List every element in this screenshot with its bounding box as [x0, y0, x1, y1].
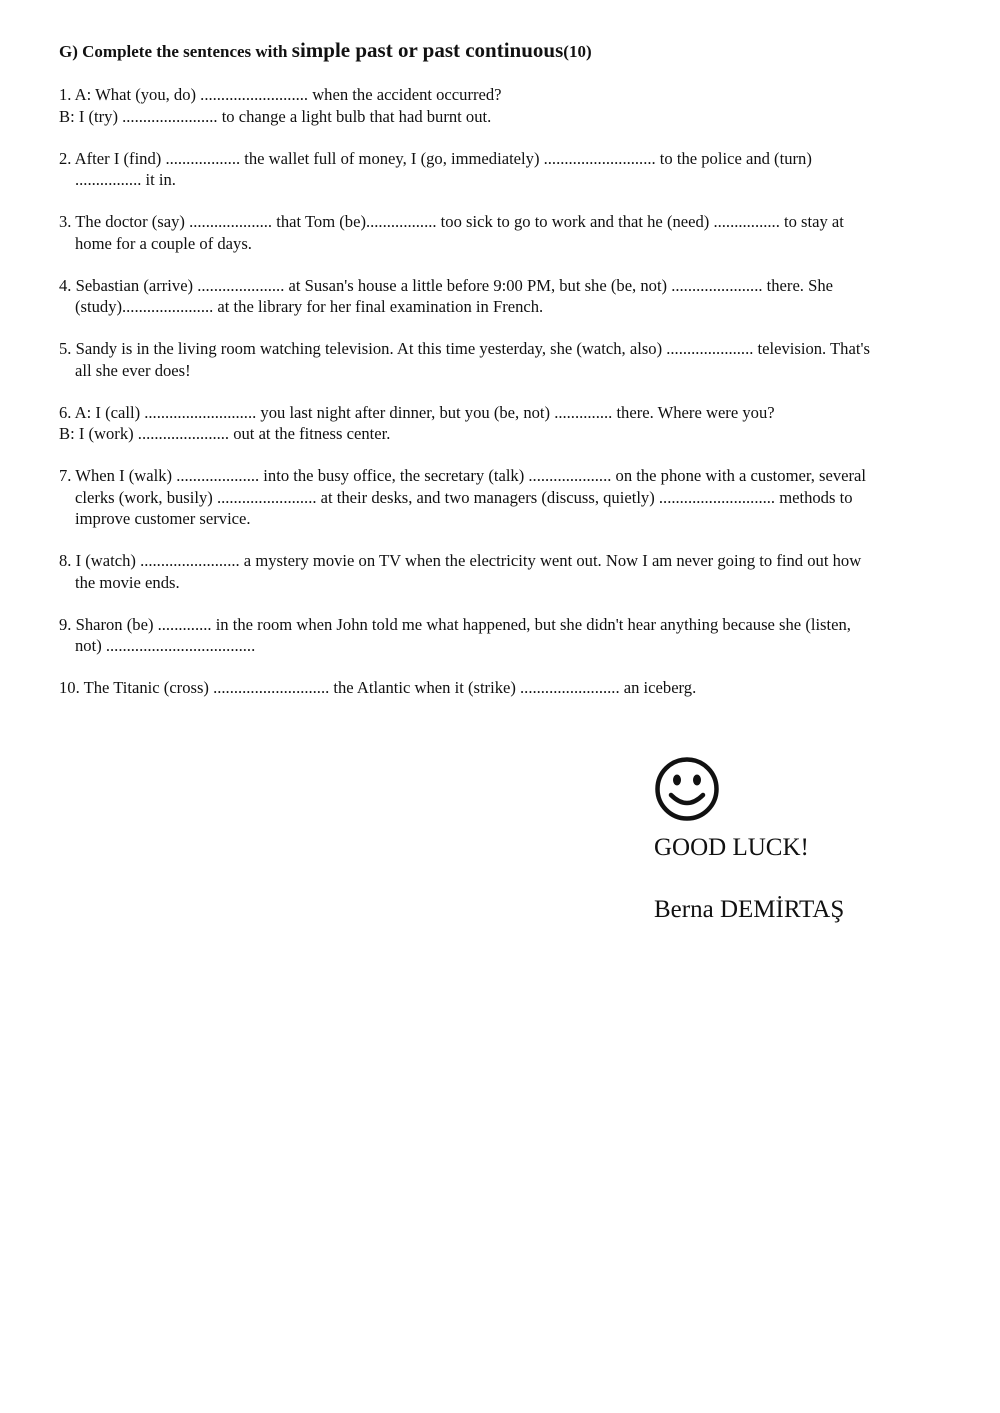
- question-1-line-b: B: I (try) ....................... to change a light bulb that had burnt out.: [59, 106, 492, 126]
- question-7: [59, 465, 974, 530]
- question-10-line-1: 10. The Titanic (cross) ............................ the Atlantic when it (strike) ........................ an iceberg.: [59, 678, 697, 697]
- heading-emphasis: simple past or past continuous: [291, 38, 564, 62]
- question-5-line-2: all she ever does!: [75, 360, 191, 380]
- question-3-line-2: home for a couple of days.: [75, 233, 252, 253]
- question-8: [59, 550, 974, 593]
- question-4: [59, 275, 974, 318]
- question-8-line-1: 8. I (watch) ........................ a mystery movie on TV when the electricity went out. Now I am never going to find out how: [59, 551, 862, 570]
- question-7-line-2: clerks (work, busily) ........................ at their desks, and two managers (discuss, quietly) ............................ methods to: [75, 487, 853, 507]
- question-2: [59, 148, 974, 191]
- question-list: [59, 84, 974, 719]
- question-2-line-2: ................ it in.: [75, 170, 176, 189]
- question-3: [59, 211, 974, 254]
- question-8-line-2: the movie ends.: [75, 572, 180, 592]
- question-2-line-1: 2. After I (find) .................. the wallet full of money, I (go, immediately) ........................... to the police and (turn): [59, 148, 812, 168]
- section-heading: [59, 36, 592, 66]
- question-1-line-a: 1. A: What (you, do) .......................... when the accident occurred?: [59, 85, 502, 104]
- question-6: [59, 402, 974, 445]
- question-4-line-1: 4. Sebastian (arrive) ..................... at Susan's house a little before 9:00 PM, but she (be, not) ...................... there. She: [59, 275, 833, 295]
- question-4-line-2: (study)...................... at the library for her final examination in French.: [75, 297, 544, 316]
- question-9-line-2: not) ....................................: [75, 636, 256, 655]
- author-name: Berna DEMİRTAŞ: [654, 896, 845, 923]
- smiley-face-icon: [654, 756, 720, 822]
- question-5: [59, 338, 974, 381]
- good-luck-text: GOOD LUCK!: [654, 834, 809, 861]
- question-6-line-a: 6. A: I (call) ........................... you last night after dinner, but you (be, not) .............. there. Where were you?: [59, 402, 775, 422]
- question-7-line-1: 7. When I (walk) .................... into the busy office, the secretary (talk) .................... on the phone with a customer, several: [59, 466, 866, 485]
- question-9: [59, 614, 974, 657]
- heading-prefix: G) Complete the sentences with: [59, 42, 292, 61]
- heading-points: (10): [563, 42, 592, 61]
- question-6-line-b: B: I (work) ...................... out at the fitness center.: [59, 424, 391, 443]
- question-3-line-1: 3. The doctor (say) .................... that Tom (be)................. too sick to go to work and that he (need) ................ to stay at: [59, 212, 844, 231]
- question-9-line-1: 9. Sharon (be) ............. in the room when John told me what happened, but she didn't hear anything because she (listen,: [59, 614, 851, 634]
- question-7-line-3: improve customer service.: [75, 509, 251, 528]
- question-5-line-1: 5. Sandy is in the living room watching television. At this time yesterday, she (watch, also) ..................... television. That's: [59, 339, 870, 358]
- question-10: [59, 677, 974, 699]
- question-1: [59, 84, 974, 127]
